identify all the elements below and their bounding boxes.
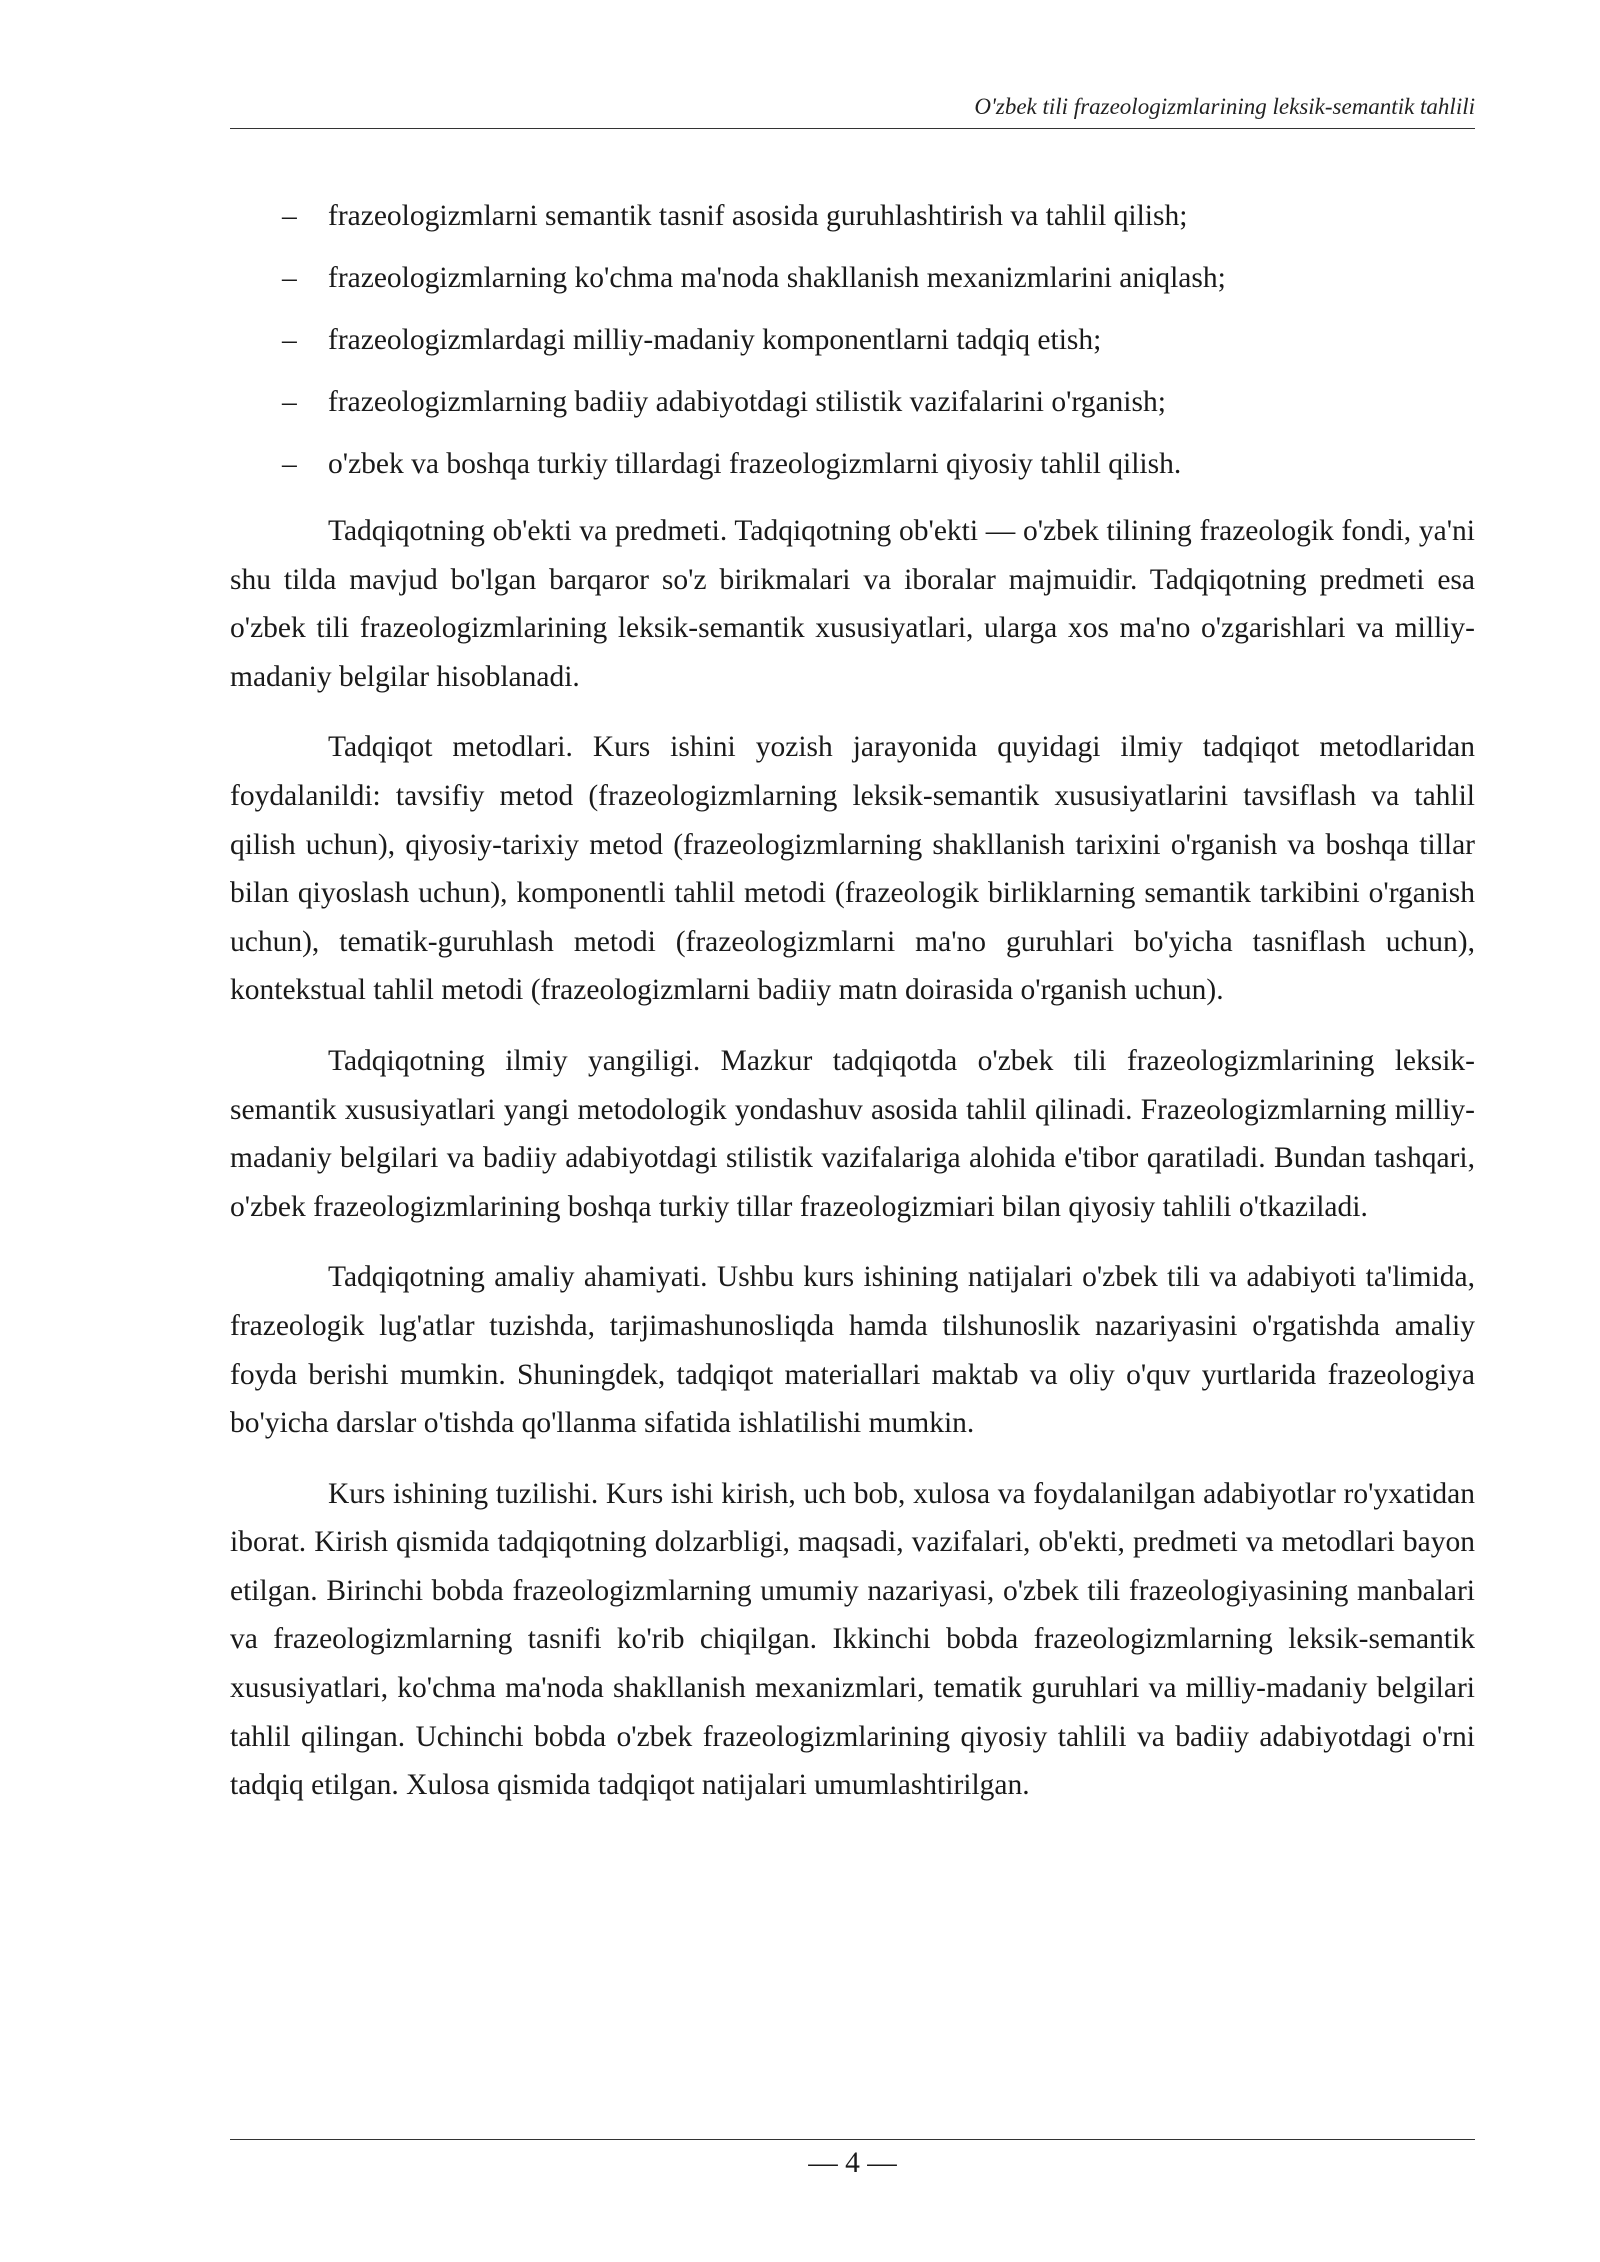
list-item-text: o'zbek va boshqa turkiy tillardagi frazeologizmlarni qiyosiy tahlil qilish. xyxy=(328,448,1182,480)
paragraph-structure: Kurs ishining tuzilishi. Kurs ishi kirish, uch bob, xulosa va foydalanilgan adabiyotlar ro'yxatidan iborat. Kirish qismida tadqiqotning dolzarbligi, maqsadi, vazifalari, ob'ekti, predmeti va metodlari bayon etilgan. Birinchi bobda frazeologizmlarning umumiy nazariyasi, o'zbek tili frazeologiyasining manbalari va frazeologizmlarning tasnifi ko'rib chiqilgan. Ikkinchi bobda frazeologizmlarning leksik-semantik xususiyatlari, ko'chma ma'noda shakllanish mexanizmlari, tematik guruhlari va milliy-madaniy belgilari tahlil qilingan. Uchinchi bobda o'zbek frazeologizmlarining qiyosiy tahlili va badiiy adabiyotdagi o'rni tadqiq etilgan. Xulosa qismida tadqiqot natijalari umumlashtirilgan. xyxy=(230,1477,1475,1802)
running-title: O'zbek tili frazeologizmlarining leksik-semantik tahlili xyxy=(974,94,1475,119)
list-item-text: frazeologizmlarni semantik tasnif asosida guruhlashtirish va tahlil qilish; xyxy=(328,200,1188,232)
list-item xyxy=(230,382,1475,423)
list-item-text: frazeologizmlarning badiiy adabiyotdagi stilistik vazifalarini o'rganish; xyxy=(328,386,1166,418)
bullet-dash: – xyxy=(282,200,297,232)
page-header xyxy=(230,92,1475,129)
bullet-dash: – xyxy=(282,262,297,294)
list-item xyxy=(230,320,1475,361)
paragraph-practical-significance: Tadqiqotning amaliy ahamiyati. Ushbu kurs ishining natijalari o'zbek tili va adabiyoti ta'limida, frazeologik lug'atlar tuzishda, tarjimashunosliqda hamda tilshunoslik nazariyasini o'rgatishda amaliy foyda berishi mumkin. Shuningdek, tadqiqot materiallari maktab va oliy o'quv yurtlarida frazeologiya bo'yicha darslar o'tishda qo'llanma sifatida ishlatilishi mumkin. xyxy=(230,1261,1475,1440)
paragraph-methods: Tadqiqot metodlari. Kurs ishini yozish jarayonida quyidagi ilmiy tadqiqot metodlaridan foydalanildi: tavsifiy metod (frazeologizmlarning leksik-semantik xususiyatlarini tavsiflash va tahlil qilish uchun), qiyosiy-tarixiy metod (frazeologizmlarning shakllanish tarixini o'rganish va boshqa tillar bilan qiyoslash uchun), komponentli tahlil metodi (frazeologik birliklarning semantik tarkibini o'rganish uchun), tematik-guruhlash metodi (frazeologizmlarni ma'no guruhlari bo'yicha tasniflash uchun), kontekstual tahlil metodi (frazeologizmlarni badiiy matn doirasida o'rganish uchun). xyxy=(230,731,1475,1007)
bullet-dash: – xyxy=(282,324,297,356)
page-content xyxy=(230,196,1475,1832)
bullet-dash: – xyxy=(282,386,297,418)
bullet-dash: – xyxy=(282,448,297,480)
list-item xyxy=(230,444,1475,485)
task-list xyxy=(230,196,1475,485)
list-item xyxy=(230,258,1475,299)
footer-divider xyxy=(230,2139,1475,2140)
paragraph-scientific-novelty: Tadqiqotning ilmiy yangiligi. Mazkur tadqiqotda o'zbek tili frazeologizmlarining leksik-semantik xususiyatlari yangi metodologik yondashuv asosida tahlil qilinadi. Frazeologizmlarning milliy-madaniy belgilari va badiiy adabiyotdagi stilistik vazifalariga alohida e'tibor qaratiladi. Bundan tashqari, o'zbek frazeologizmlarining boshqa turkiy tillar frazeologizmiari bilan qiyosiy tahlili o'tkaziladi. xyxy=(230,1044,1475,1223)
paragraph-object-subject: Tadqiqotning ob'ekti va predmeti. Tadqiqotning ob'ekti — o'zbek tilining frazeologik fondi, ya'ni shu tilda mavjud bo'lgan barqaror so'z birikmalari va iboralar majmuidir. Tadqiqotning predmeti esa o'zbek tili frazeologizmlarining leksik-semantik xususiyatlari, ularga xos ma'no o'zgarishlari va milliy-madaniy belgilar hisoblanadi. xyxy=(230,515,1475,693)
page-number: — 4 — xyxy=(808,2147,897,2179)
list-item xyxy=(230,196,1475,237)
list-item-text: frazeologizmlarning ko'chma ma'noda shakllanish mexanizmlarini aniqlash; xyxy=(328,262,1226,294)
list-item-text: frazeologizmlardagi milliy-madaniy komponentlarni tadqiq etish; xyxy=(328,324,1102,356)
